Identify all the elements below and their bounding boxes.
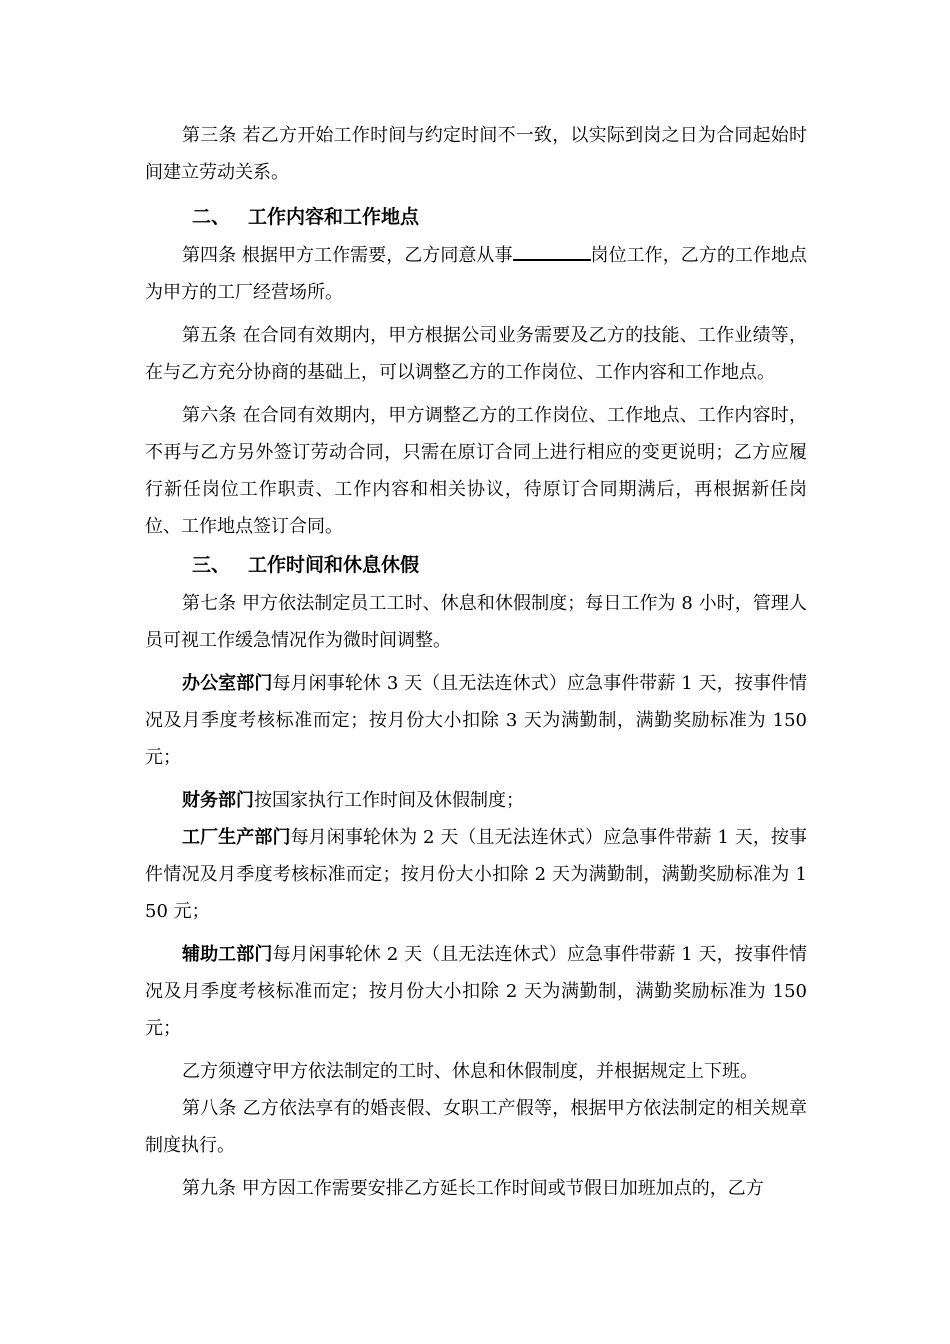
article-9: 第九条 甲方因工作需要安排乙方延长工作时间或节假日加班加点的，乙方 (182, 1178, 764, 1199)
article-7: 第七条 甲方依法制定员工工时、休息和休假制度；每日工作为 8 小时，管理人员可视工作缓急情况作为微时间调整。 (145, 593, 807, 651)
dept-name: 办公室部门 (182, 673, 273, 694)
comply-rule: 乙方须遵守甲方依法制定的工时、休息和休假制度，并根据规定上下班。 (182, 1061, 758, 1082)
dept-rule-text: 每月闲事轮休为 2 天（且无法连休式）应急事件带薪 1 天，按事件情况及月季度考核标准而定；按月份大小扣除 2 天为满勤制，满勤奖励标准为 150 元； (145, 827, 808, 922)
article-8: 第八条 乙方依法享有的婚丧假、女职工产假等，根据甲方依法制定的相关规章制度执行。 (145, 1098, 807, 1156)
section-number: 三、 (192, 554, 231, 576)
dept-name: 辅助工部门 (182, 944, 273, 965)
article-5: 第五条 在合同有效期内，甲方根据公司业务需要及乙方的技能、工作业绩等，在与乙方充分协商的基础上，可以调整乙方的工作岗位、工作内容和工作地点。 (145, 325, 807, 383)
section-title: 工作时间和休息休假 (248, 554, 420, 576)
dept-name: 财务部门 (182, 790, 254, 811)
article-3: 第三条 若乙方开始工作时间与约定时间不一致，以实际到岗之日为合同起始时间建立劳动关系。 (145, 125, 807, 183)
section-title: 工作内容和工作地点 (248, 206, 420, 228)
finance-dept-rule (145, 782, 807, 819)
article-4-text-before: 第四条 根据甲方工作需要，乙方同意从事 (182, 245, 513, 266)
section-heading-work-hours (145, 545, 807, 585)
document-page (145, 117, 807, 1207)
dept-rule-text: 每月闲事轮休 2 天（且无法连休式）应急事件带薪 1 天，按事件情况及月季度考核标准而定；按月份大小扣除 2 天为满勤制，满勤奖励标准为 150 元； (145, 944, 808, 1039)
dept-rule-text: 按国家执行工作时间及休假制度； (254, 790, 524, 811)
factory-dept-rule (145, 819, 807, 930)
section-number: 二、 (192, 206, 231, 228)
article-4-text-after: 岗位工作，乙方的工作地点为甲方的工厂经营场所。 (145, 245, 807, 303)
position-blank (513, 243, 591, 261)
article-6: 第六条 在合同有效期内，甲方调整乙方的工作岗位、工作地点、工作内容时，不再与乙方另外签订劳动合同，只需在原订合同上进行相应的变更说明；乙方应履行新任岗位工作职责、工作内容和相关协议，待原订合同期满后，再根据新任岗位、工作地点签订合同。 (145, 405, 807, 537)
section-heading-work-content (145, 197, 807, 237)
auxiliary-dept-rule (145, 936, 807, 1047)
dept-name: 工厂生产部门 (182, 827, 291, 848)
dept-rule-text: 每月闲事轮休 3 天（且无法连休式）应急事件带薪 1 天，按事件情况及月季度考核标准而定；按月份大小扣除 3 天为满勤制，满勤奖励标准为 150 元； (145, 673, 808, 768)
office-dept-rule (145, 665, 807, 776)
article-4 (145, 237, 807, 311)
